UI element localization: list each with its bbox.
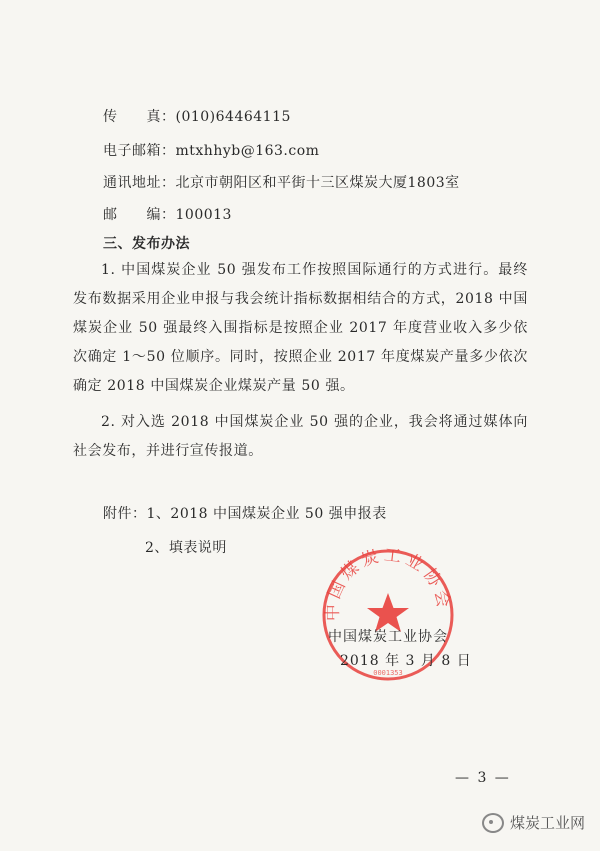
postcode-line: 邮 编：100013 (103, 207, 232, 223)
svg-text:0001353: 0001353 (373, 669, 403, 677)
paragraph-2: 2. 对入选 2018 中国煤炭企业 50 强的企业，我会将通过媒体向社会发布，并进行宣传报道。 (73, 414, 528, 459)
address-line: 通讯地址：北京市朝阳区和平街十三区煤炭大厦1803室 (103, 175, 460, 191)
signature-org: 中国煤炭工业协会 (328, 629, 448, 645)
page-number: — 3 — (455, 770, 511, 786)
fax-line: 传 真：(010)64464115 (103, 109, 291, 125)
paragraph-1: 1. 中国煤炭企业 50 强发布工作按照国际通行的方式进行。最终发布数据采用企业申报与我会统计指标数据相结合的方式，2018 中国煤炭企业 50 强最终入围指标是按照企业 2017 年度营业收入多少依次确定 1～50 位顺序。同时，按照企业 2017 年度煤炭产量多少依次确定 2018 中国煤炭企业煤炭产量 50 强。 (73, 262, 528, 394)
svg-text:中国煤炭工业协会: 中国煤炭工业协会 (322, 545, 454, 622)
watermark (482, 812, 585, 833)
email-line: 电子邮箱：mtxhhyb@163.com (103, 143, 320, 159)
watermark-text: 煤炭工业网 (510, 814, 586, 832)
wechat-icon (482, 813, 504, 833)
section-heading: 三、发布办法 (103, 236, 190, 252)
attachment-line-1: 附件：1、2018 中国煤炭企业 50 强申报表 (103, 506, 387, 522)
attachment-line-2: 2、填表说明 (145, 540, 227, 556)
signature-date: 2018 年 3 月 8 日 (340, 653, 472, 669)
